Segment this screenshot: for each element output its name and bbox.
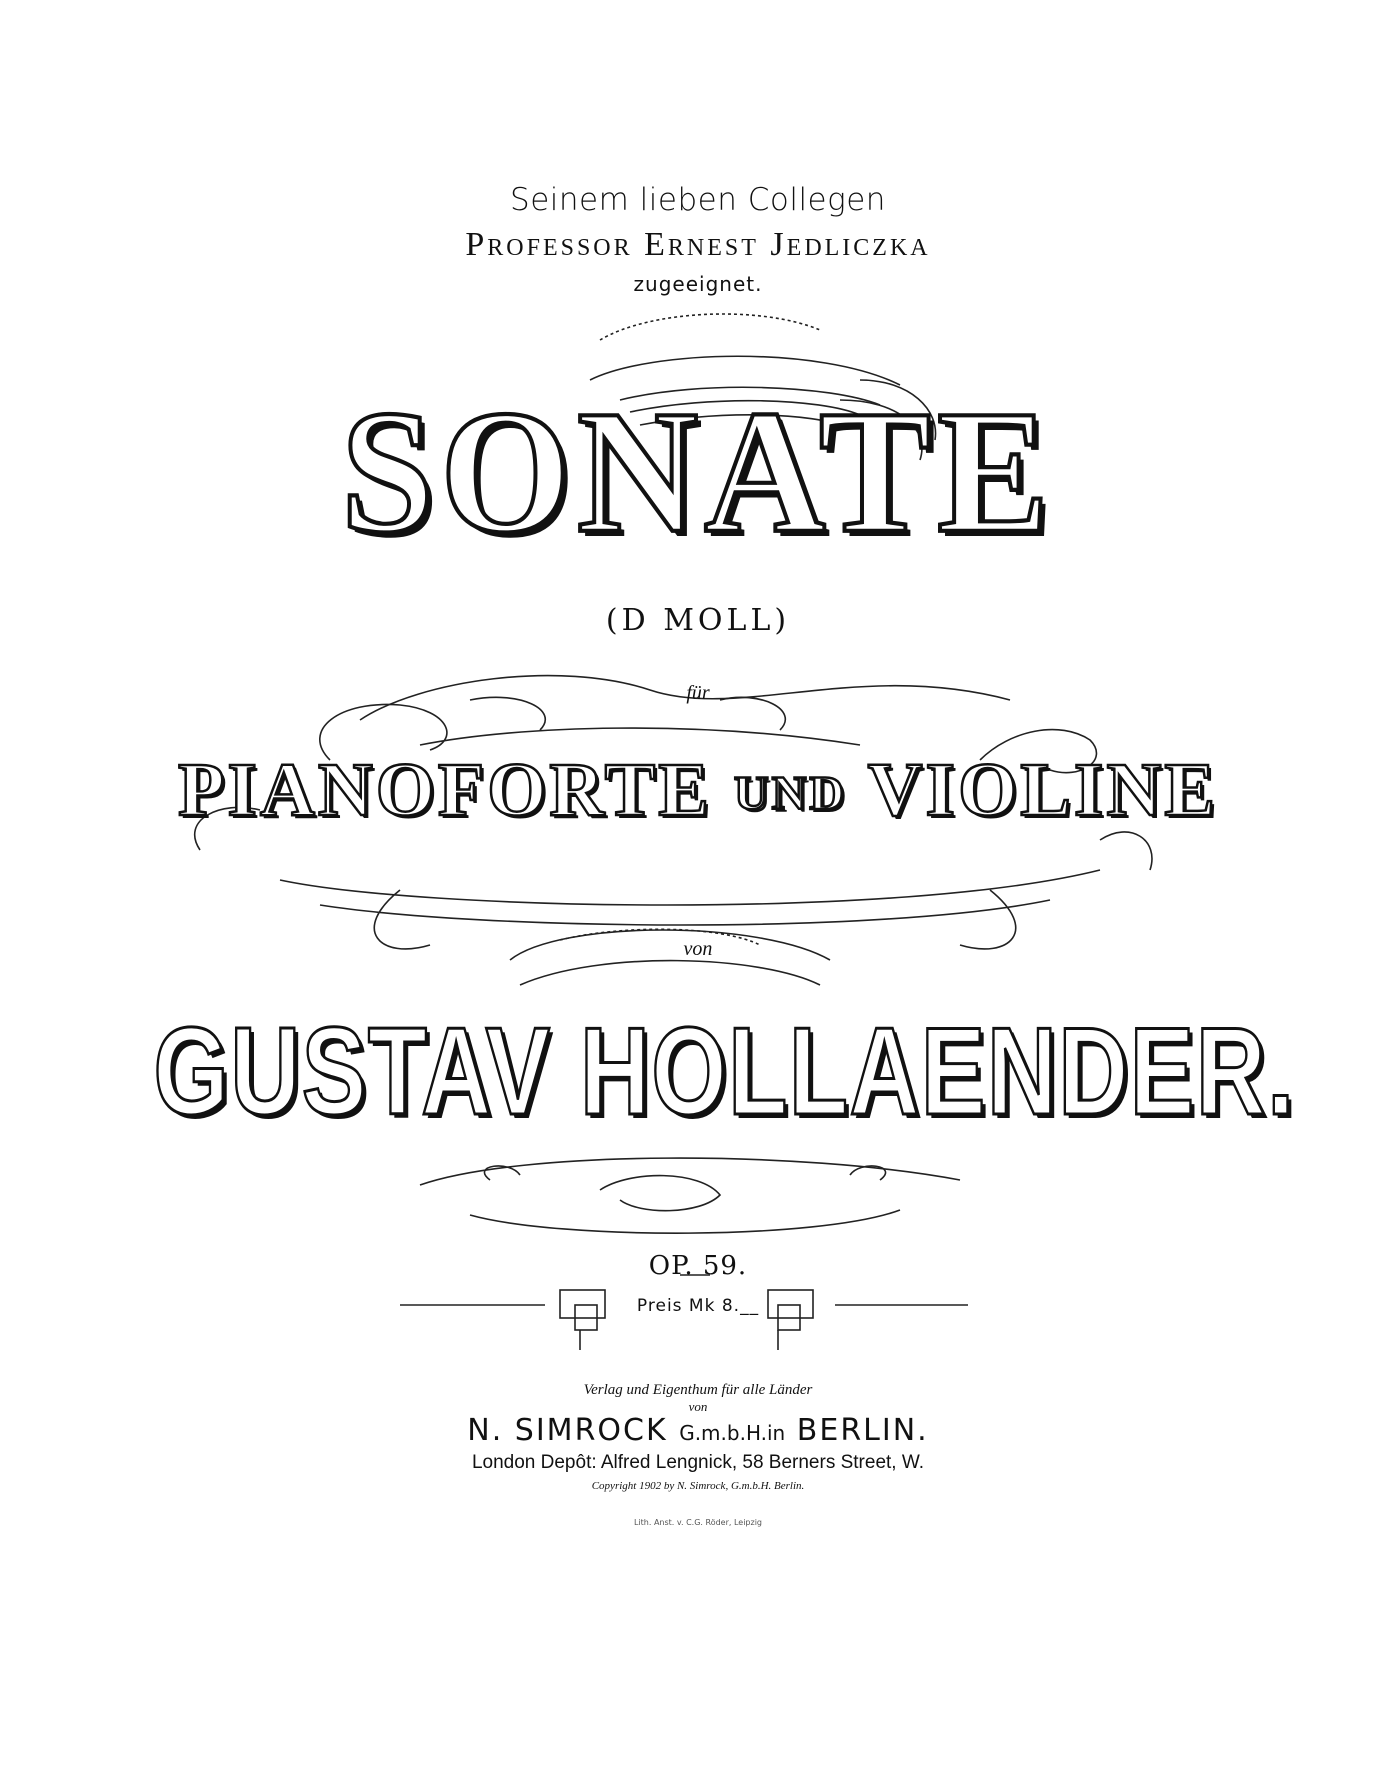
publisher-by: von (688, 1399, 708, 1414)
key-signature: (D MOLL) (605, 603, 791, 638)
instrument-violin: VIOLINE (867, 748, 1219, 832)
dedication-line: Seinem lieben Collegen (510, 182, 886, 218)
composer-name: GUSTAV HOLLAENDER. (153, 1003, 1296, 1141)
publisher-firm: N. SIMROCK (467, 1413, 668, 1448)
opus-number: OP. 59. (648, 1251, 748, 1281)
dedication-suffix: zugeeignet. (633, 272, 763, 296)
london-depot: London Depôt: Alfred Lengnick, 58 Berners Street, W. (471, 1452, 925, 1473)
copyright-notice: Copyright 1902 by N. Simrock, G.m.b.H. Berlin. (591, 1480, 805, 1492)
for-label: für (686, 682, 710, 704)
publisher-name (0, 1413, 1396, 1448)
price-label: Preis Mk 8.__ (636, 1296, 760, 1316)
instrument-conjunction: UND (733, 767, 847, 820)
by-label: von (683, 938, 713, 960)
instrumentation (0, 748, 1396, 832)
publisher-rights: Verlag und Eigenthum für alle Länder (583, 1382, 813, 1398)
dedicatee-name: Professor Ernest Jedliczka (465, 226, 931, 263)
printer-credit: Lith. Anst. v. C.G. Röder, Leipzig (633, 1518, 763, 1527)
publisher-suffix: G.m.b.H.in (679, 1421, 786, 1445)
page-title: SONATE (340, 374, 1056, 570)
instrument-piano: PIANOFORTE (177, 748, 712, 832)
publisher-city: BERLIN. (796, 1413, 929, 1448)
